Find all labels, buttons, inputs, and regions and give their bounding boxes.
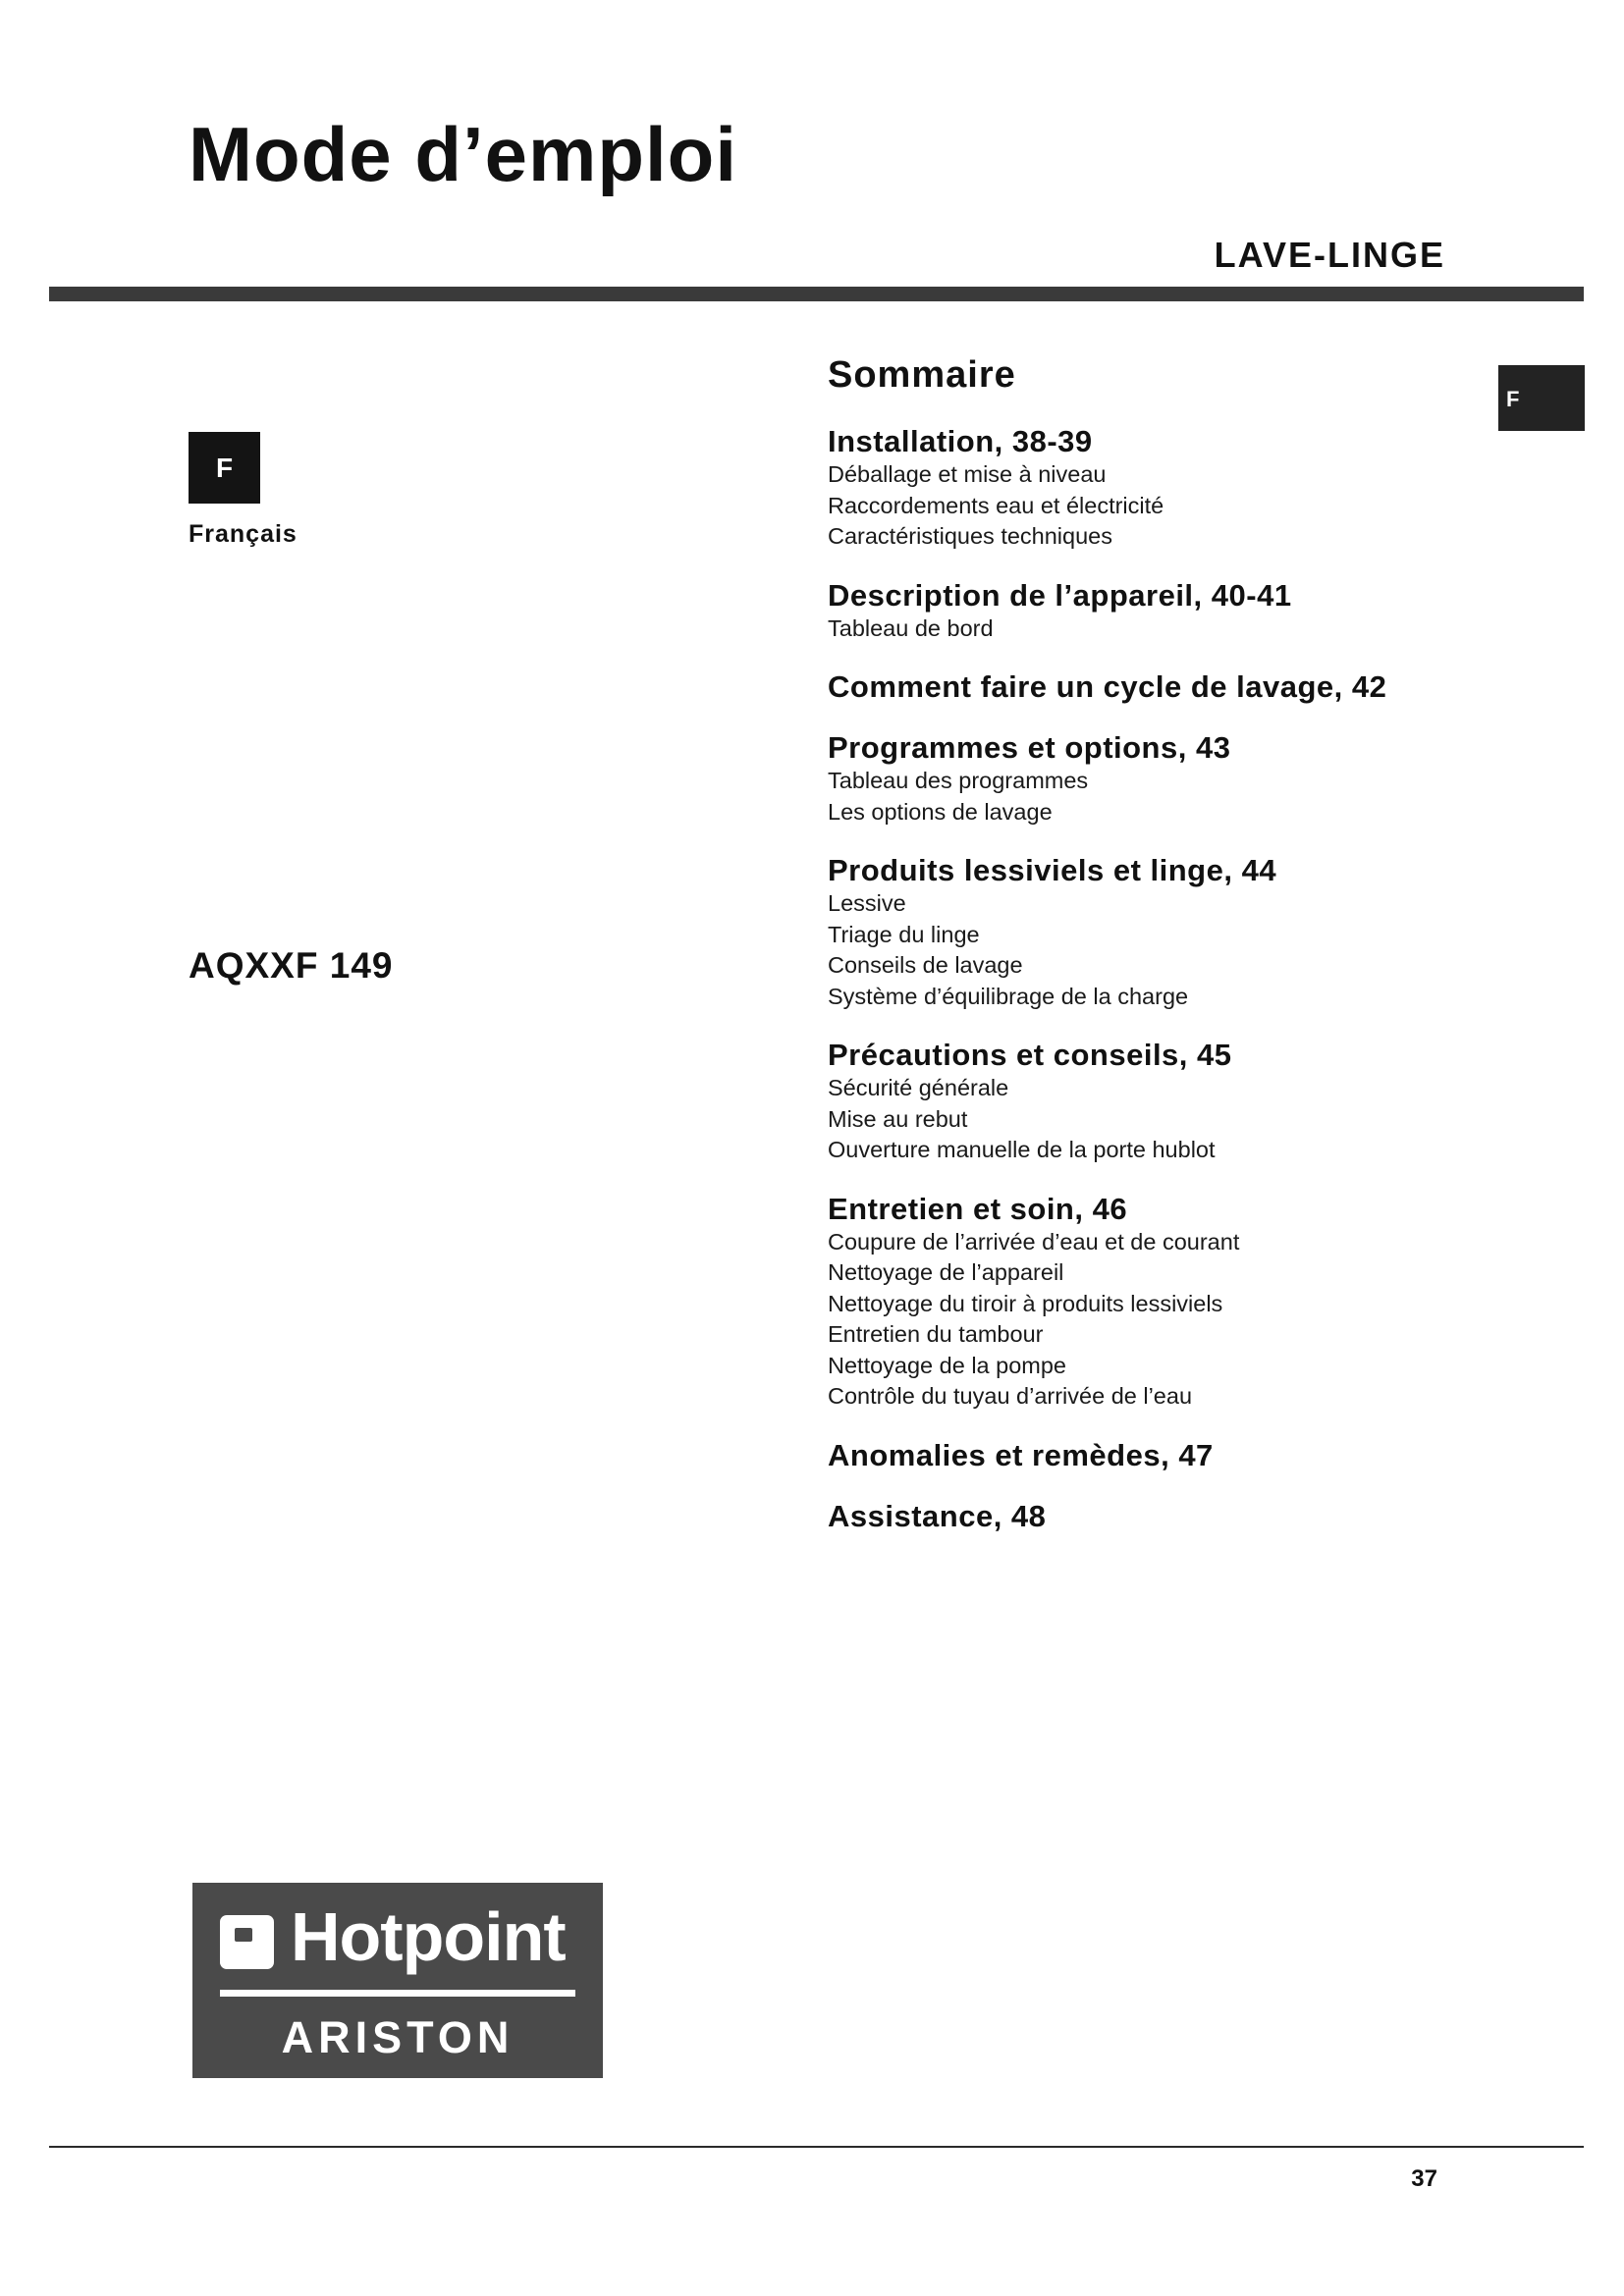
toc-section-heading: Produits lessiviels et linge, 44	[828, 853, 1277, 887]
table-of-contents	[828, 353, 1515, 1560]
toc-subitem: Ouverture manuelle de la porte hublot	[828, 1137, 1216, 1162]
toc-subitem: Les options de lavage	[828, 798, 1053, 825]
toc-section	[828, 578, 1515, 645]
toc-section	[828, 1438, 1515, 1473]
language-label: Français	[189, 520, 298, 548]
model-number: AQXXF 149	[189, 945, 394, 986]
brand-subname: ARISTON	[281, 2012, 514, 2062]
toc-subitem: Déballage et mise à niveau	[828, 461, 1107, 487]
toc-subitem: Nettoyage de l’appareil	[828, 1259, 1064, 1285]
toc-title: Sommaire	[828, 354, 1016, 396]
toc-subitem: Système d’équilibrage de la charge	[828, 983, 1189, 1009]
toc-section-heading: Programmes et options, 43	[828, 730, 1231, 765]
toc-section-heading: Anomalies et remèdes, 47	[828, 1437, 1214, 1472]
toc-sections	[828, 424, 1515, 1534]
toc-section-heading: Précautions et conseils, 45	[828, 1038, 1232, 1072]
toc-subitem: Contrôle du tuyau d’arrivée de l’eau	[828, 1383, 1193, 1409]
toc-section	[828, 853, 1515, 1012]
product-category: LAVE-LINGE	[1214, 235, 1445, 275]
toc-subitem: Tableau des programmes	[828, 768, 1089, 793]
header-divider	[49, 287, 1584, 301]
page-title: Mode d’emploi	[189, 111, 737, 197]
toc-subitem: Nettoyage du tiroir à produits lessiviels	[828, 1290, 1223, 1316]
page-number: 37	[1411, 2165, 1437, 2192]
toc-subitem: Nettoyage de la pompe	[828, 1352, 1066, 1378]
language-badge: F	[189, 432, 260, 504]
language-tab: F	[1498, 365, 1585, 431]
toc-subitem: Raccordements eau et électricité	[828, 492, 1164, 518]
brand-logo	[192, 1883, 603, 2078]
toc-subitem: Tableau de bord	[828, 614, 994, 641]
hotpoint-mark-dot	[235, 1928, 252, 1942]
toc-subitem: Caractéristiques techniques	[828, 523, 1112, 549]
brand-name: Hotpoint	[291, 1898, 566, 1975]
toc-section-heading: Assistance, 48	[828, 1498, 1047, 1533]
toc-subitem: Triage du linge	[828, 921, 980, 947]
footer-divider	[49, 2146, 1584, 2148]
toc-section	[828, 730, 1515, 828]
hotpoint-mark-icon	[220, 1915, 274, 1969]
toc-section	[828, 1499, 1515, 1534]
toc-section	[828, 1038, 1515, 1166]
toc-subitem: Lessive	[828, 890, 906, 916]
toc-subitem: Coupure de l’arrivée d’eau et de courant	[828, 1228, 1240, 1255]
toc-section-heading: Description de l’appareil, 40-41	[828, 577, 1292, 613]
toc-section-heading: Comment faire un cycle de lavage, 42	[828, 669, 1387, 704]
toc-section	[828, 1192, 1515, 1413]
toc-section	[828, 669, 1515, 705]
logo-divider	[220, 1990, 575, 1997]
toc-section	[828, 424, 1515, 553]
toc-subitem: Conseils de lavage	[828, 952, 1023, 978]
toc-section-heading: Entretien et soin, 46	[828, 1191, 1128, 1226]
toc-subitem: Mise au rebut	[828, 1105, 968, 1132]
toc-subitem: Entretien du tambour	[828, 1321, 1044, 1347]
toc-section-heading: Installation, 38-39	[828, 424, 1093, 458]
toc-subitem: Sécurité générale	[828, 1075, 1009, 1100]
